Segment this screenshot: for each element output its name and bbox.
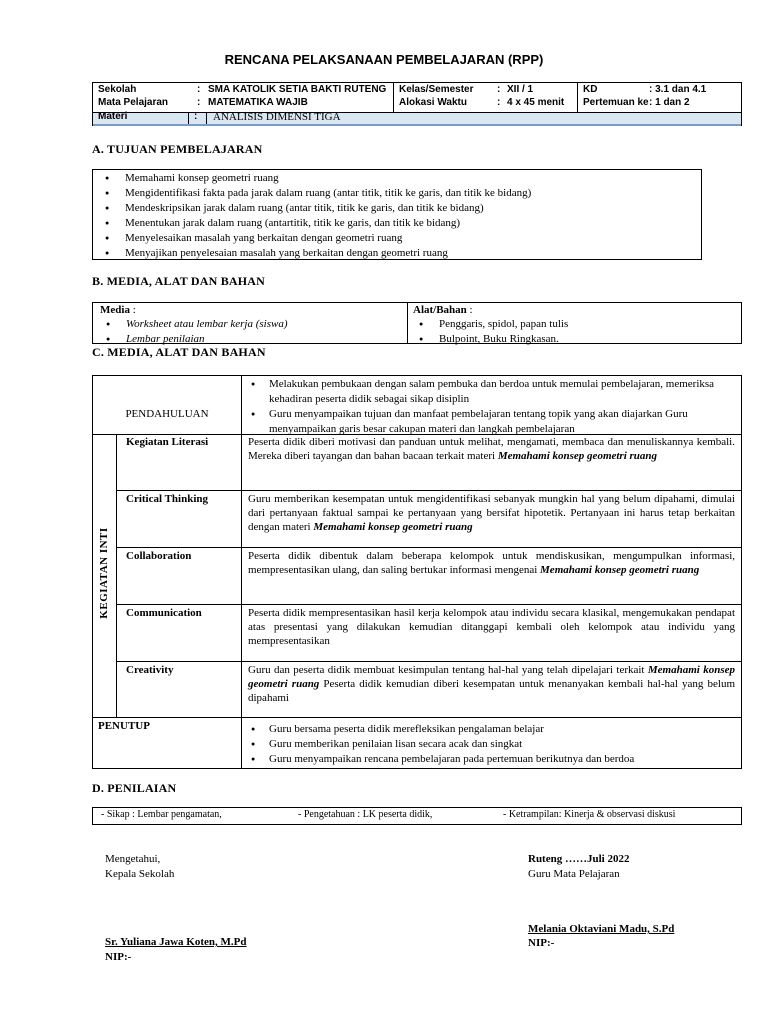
penutup-label: PENUTUP bbox=[98, 720, 150, 732]
section-d-heading: D. PENILAIAN bbox=[92, 781, 177, 795]
list-item: ● Guru memberikan penilaian lisan secara acak dan singkat bbox=[243, 737, 737, 752]
pertemuan-value: : 1 dan 2 bbox=[649, 97, 690, 108]
kd-value: : 3.1 dan 4.1 bbox=[649, 84, 707, 95]
collaboration-label: Collaboration bbox=[126, 550, 192, 562]
list-item: ● Bulpoint, Buku Ringkasan. bbox=[411, 332, 568, 347]
list-item: ● Worksheet atau lembar kerja (siswa) bbox=[98, 317, 288, 332]
section-b-heading: B. MEDIA, ALAT DAN BAHAN bbox=[92, 274, 266, 288]
signature-right bbox=[528, 852, 629, 882]
colon: : bbox=[497, 84, 501, 95]
creativity-label: Creativity bbox=[126, 664, 174, 676]
list-item: ● Lembar penilaian bbox=[98, 332, 288, 347]
mapel-label: Mata Pelajaran bbox=[98, 97, 169, 108]
guru-nip: NIP:- bbox=[528, 937, 555, 949]
kegiatan-inti-label: KEGIATAN INTI bbox=[98, 527, 110, 619]
list-item: ● Menyelesaikan masalah yang berkaitan dengan geometri ruang bbox=[97, 231, 697, 246]
colon: : bbox=[497, 97, 501, 108]
media-cell: Media : ● Worksheet atau lembar kerja (siswa) ● Lembar penilaian bbox=[100, 303, 288, 347]
media-label: Media bbox=[100, 304, 130, 316]
literasi-text: Peserta didik diberi motivasi dan panduan untuk melihat, mengamati, membaca dan menuliskannya kembali. Mereka diberi tayangan dan bahan bacaan terkait materi Memahami konsep geometri ruang bbox=[248, 436, 735, 462]
communication-label: Communication bbox=[126, 607, 202, 619]
collaboration-text: Peserta didik dibentuk dalam beberapa kelompok untuk mendiskusikan, mengumpulkan informasi, mempresentasikan ulang, dan saling bertukar informasi mengenai Memahami konsep geometri ruang bbox=[248, 550, 735, 576]
mapel-value: MATEMATIKA WAJIB bbox=[208, 97, 308, 108]
pertemuan-label: Pertemuan ke bbox=[583, 97, 649, 108]
penutup-cell bbox=[243, 722, 737, 767]
list-item: ● Guru menyampaikan rencana pembelajaran pada pertemuan berikutnya dan berdoa bbox=[243, 752, 737, 767]
section-c-heading: C. MEDIA, ALAT DAN BAHAN bbox=[92, 345, 266, 359]
alokasi-value: 4 x 45 menit bbox=[507, 97, 565, 108]
list-item: ● Mendeskripsikan jarak dalam ruang (antar titik, titik ke garis, dan titik ke bidang) bbox=[97, 201, 697, 216]
creativity-text: Guru dan peserta didik membuat kesimpulan tentang hal-hal yang telah dipelajari terkait Memahami konsep geometri ruang Peserta didik kemudian diberi kesempatan untuk menanyakan kembali hal-hal yang belum dipahami bbox=[248, 664, 736, 704]
list-item: ● Penggaris, spidol, papan tulis bbox=[411, 317, 568, 332]
guru-name: Melania Oktaviani Madu, S.Pd bbox=[528, 923, 675, 935]
critical-thinking-label: Critical Thinking bbox=[126, 493, 209, 505]
kelas-label: Kelas/Semester bbox=[399, 84, 474, 95]
colon: : bbox=[197, 97, 201, 108]
guru-mapel-text: Guru Mata Pelajaran bbox=[528, 868, 620, 880]
kelas-value: XII / 1 bbox=[507, 84, 534, 95]
signature-left bbox=[105, 852, 174, 882]
kepala-sekolah-nip: NIP:- bbox=[105, 951, 132, 963]
communication-text: Peserta didik mempresentasikan hasil kerja kelompok atau individu secara klasikal, mengemukakan pendapat atas presentasi yang dilakukan kemudian ditanggapi kembali oleh kelompok atau individu yang mempresentasikan bbox=[248, 607, 735, 647]
penilaian-sikap: - Sikap : Lembar pengamatan, bbox=[101, 809, 222, 820]
mengetahui-text: Mengetahui, bbox=[105, 853, 161, 865]
colon: : bbox=[194, 111, 198, 122]
colon: : bbox=[197, 84, 201, 95]
materi-label: Materi bbox=[98, 111, 128, 122]
penilaian-keterampilan: - Ketrampilan: Kinerja & observasi diskusi bbox=[503, 809, 676, 820]
sekolah-value: SMA KATOLIK SETIA BAKTI RUTENG bbox=[208, 84, 387, 95]
list-item: ● Menyajikan penyelesaian masalah yang berkaitan dengan geometri ruang bbox=[97, 246, 697, 261]
list-item: ● Melakukan pembukaan dengan salam pembuka dan berdoa untuk memulai pembelajaran, memeriksa kehadiran peserta didik sebagai sikap disiplin bbox=[243, 377, 737, 407]
list-item: ● Guru bersama peserta didik merefleksikan pengalaman belajar bbox=[243, 722, 737, 737]
page-title: RENCANA PELAKSANAAN PEMBELAJARAN (RPP) bbox=[224, 52, 544, 67]
list-item: ● Guru menyampaikan tujuan dan manfaat pembelajaran tentang topik yang akan diajarkan Guru menyampaikan garis besar cakupan materi dan langkah pembelajaran bbox=[243, 407, 737, 437]
tujuan-box bbox=[92, 169, 702, 260]
materi-value: ANALISIS DIMENSI TIGA bbox=[213, 111, 341, 123]
alat-cell: Alat/Bahan : ● Penggaris, spidol, papan tulis ● Bulpoint, Buku Ringkasan. bbox=[413, 303, 568, 347]
alokasi-label: Alokasi Waktu bbox=[399, 97, 467, 108]
list-item: ● Menentukan jarak dalam ruang (antartitik, titik ke garis, dan titik ke bidang) bbox=[97, 216, 697, 231]
identity-table bbox=[92, 82, 742, 126]
list-item: ● Memahami konsep geometri ruang bbox=[97, 171, 697, 186]
penilaian-table bbox=[92, 807, 742, 825]
kepala-sekolah-text: Kepala Sekolah bbox=[105, 868, 175, 880]
sekolah-label: Sekolah bbox=[98, 84, 137, 95]
section-a-heading: A. TUJUAN PEMBELAJARAN bbox=[92, 142, 263, 156]
literasi-label: Kegiatan Literasi bbox=[126, 436, 209, 448]
penilaian-pengetahuan: - Pengetahuan : LK peserta didik, bbox=[298, 809, 433, 820]
alat-label: Alat/Bahan bbox=[413, 304, 467, 316]
place-date: Ruteng ……Juli 2022 bbox=[528, 853, 630, 865]
kd-label: KD bbox=[583, 84, 598, 95]
pendahuluan-cell bbox=[243, 377, 737, 437]
pendahuluan-label: PENDAHULUAN bbox=[125, 408, 209, 420]
kepala-sekolah-name: Sr. Yuliana Jawa Koten, M.Pd bbox=[105, 936, 247, 948]
critical-thinking-text: Guru memberikan kesempatan untuk mengidentifikasi sebanyak mungkin hal yang belum dipahami, dimulai dari pertanyaan faktual sampai ke pertanyaan yang bersifat hipotetik. Pertanyaan ini harus tetap berkaitan dengan materi Memahami konsep geometri ruang bbox=[248, 493, 735, 533]
kegiatan-table bbox=[92, 375, 742, 769]
tujuan-list bbox=[97, 171, 697, 261]
list-item: ● Mengidentifikasi fakta pada jarak dalam ruang (antar titik, titik ke garis, dan titik ke bidang) bbox=[97, 186, 697, 201]
media-table bbox=[92, 302, 742, 344]
